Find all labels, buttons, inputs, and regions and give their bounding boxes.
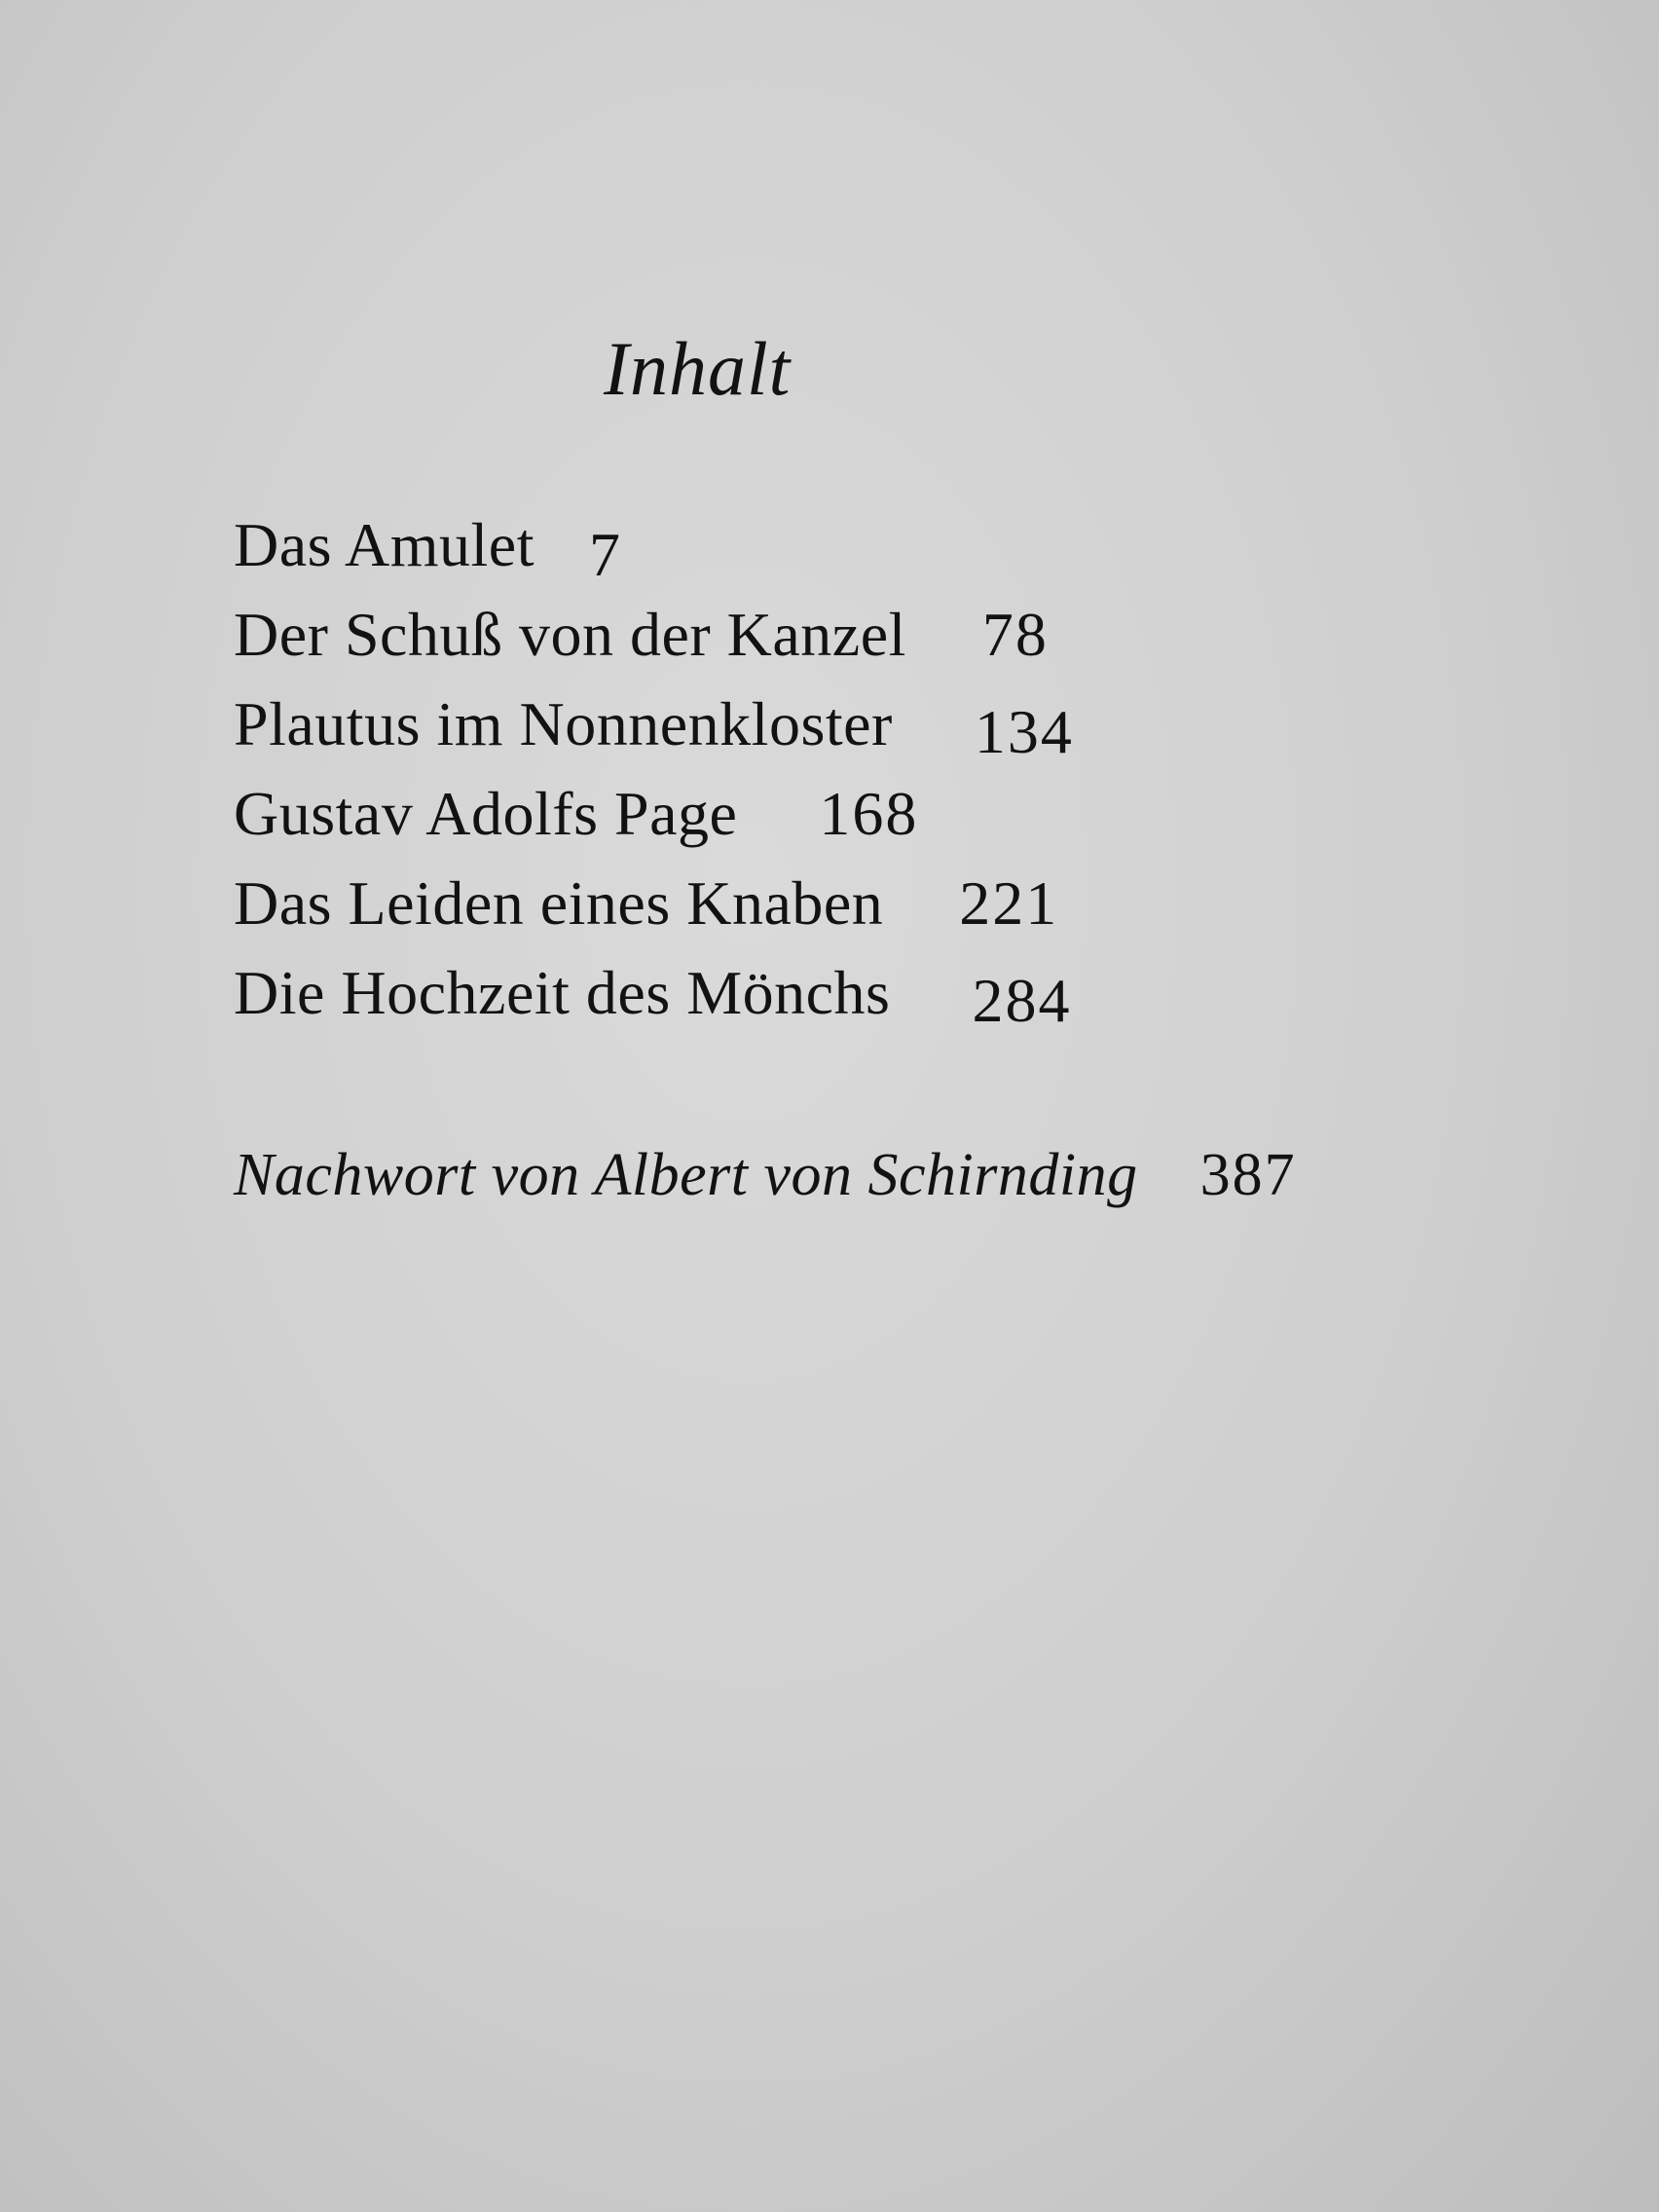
toc-entry-title: Gustav Adolfs Page (234, 779, 738, 848)
toc-entry-title: Das Amulet (234, 510, 535, 579)
toc-afterword-entry (234, 1142, 1297, 1208)
toc-entry (234, 958, 1072, 1035)
toc-entry-page: 134 (974, 697, 1074, 766)
toc-entry (234, 779, 919, 848)
toc-entry-page: 221 (959, 868, 1059, 938)
toc-afterword-page: 387 (1199, 1142, 1297, 1208)
toc-entry (234, 600, 1049, 669)
toc-entry-title: Plautus im Nonnenkloster (234, 689, 893, 758)
toc-entry (234, 868, 1059, 938)
toc-entry (234, 689, 1074, 766)
toc-afterword-title: Nachwort von Albert von Schirnding (234, 1142, 1138, 1208)
toc-entry (234, 510, 622, 589)
toc-entry-title: Der Schuß von der Kanzel (234, 600, 906, 669)
toc-entry-page: 168 (819, 779, 919, 848)
toc-entry-page: 7 (588, 520, 622, 589)
toc-entry-title: Das Leiden eines Knaben (234, 868, 884, 938)
toc-entry-title: Die Hochzeit des Mönchs (234, 958, 891, 1027)
toc-heading: Inhalt (604, 326, 792, 411)
toc-entry-page: 78 (981, 600, 1049, 669)
toc-entry-page: 284 (972, 966, 1072, 1035)
